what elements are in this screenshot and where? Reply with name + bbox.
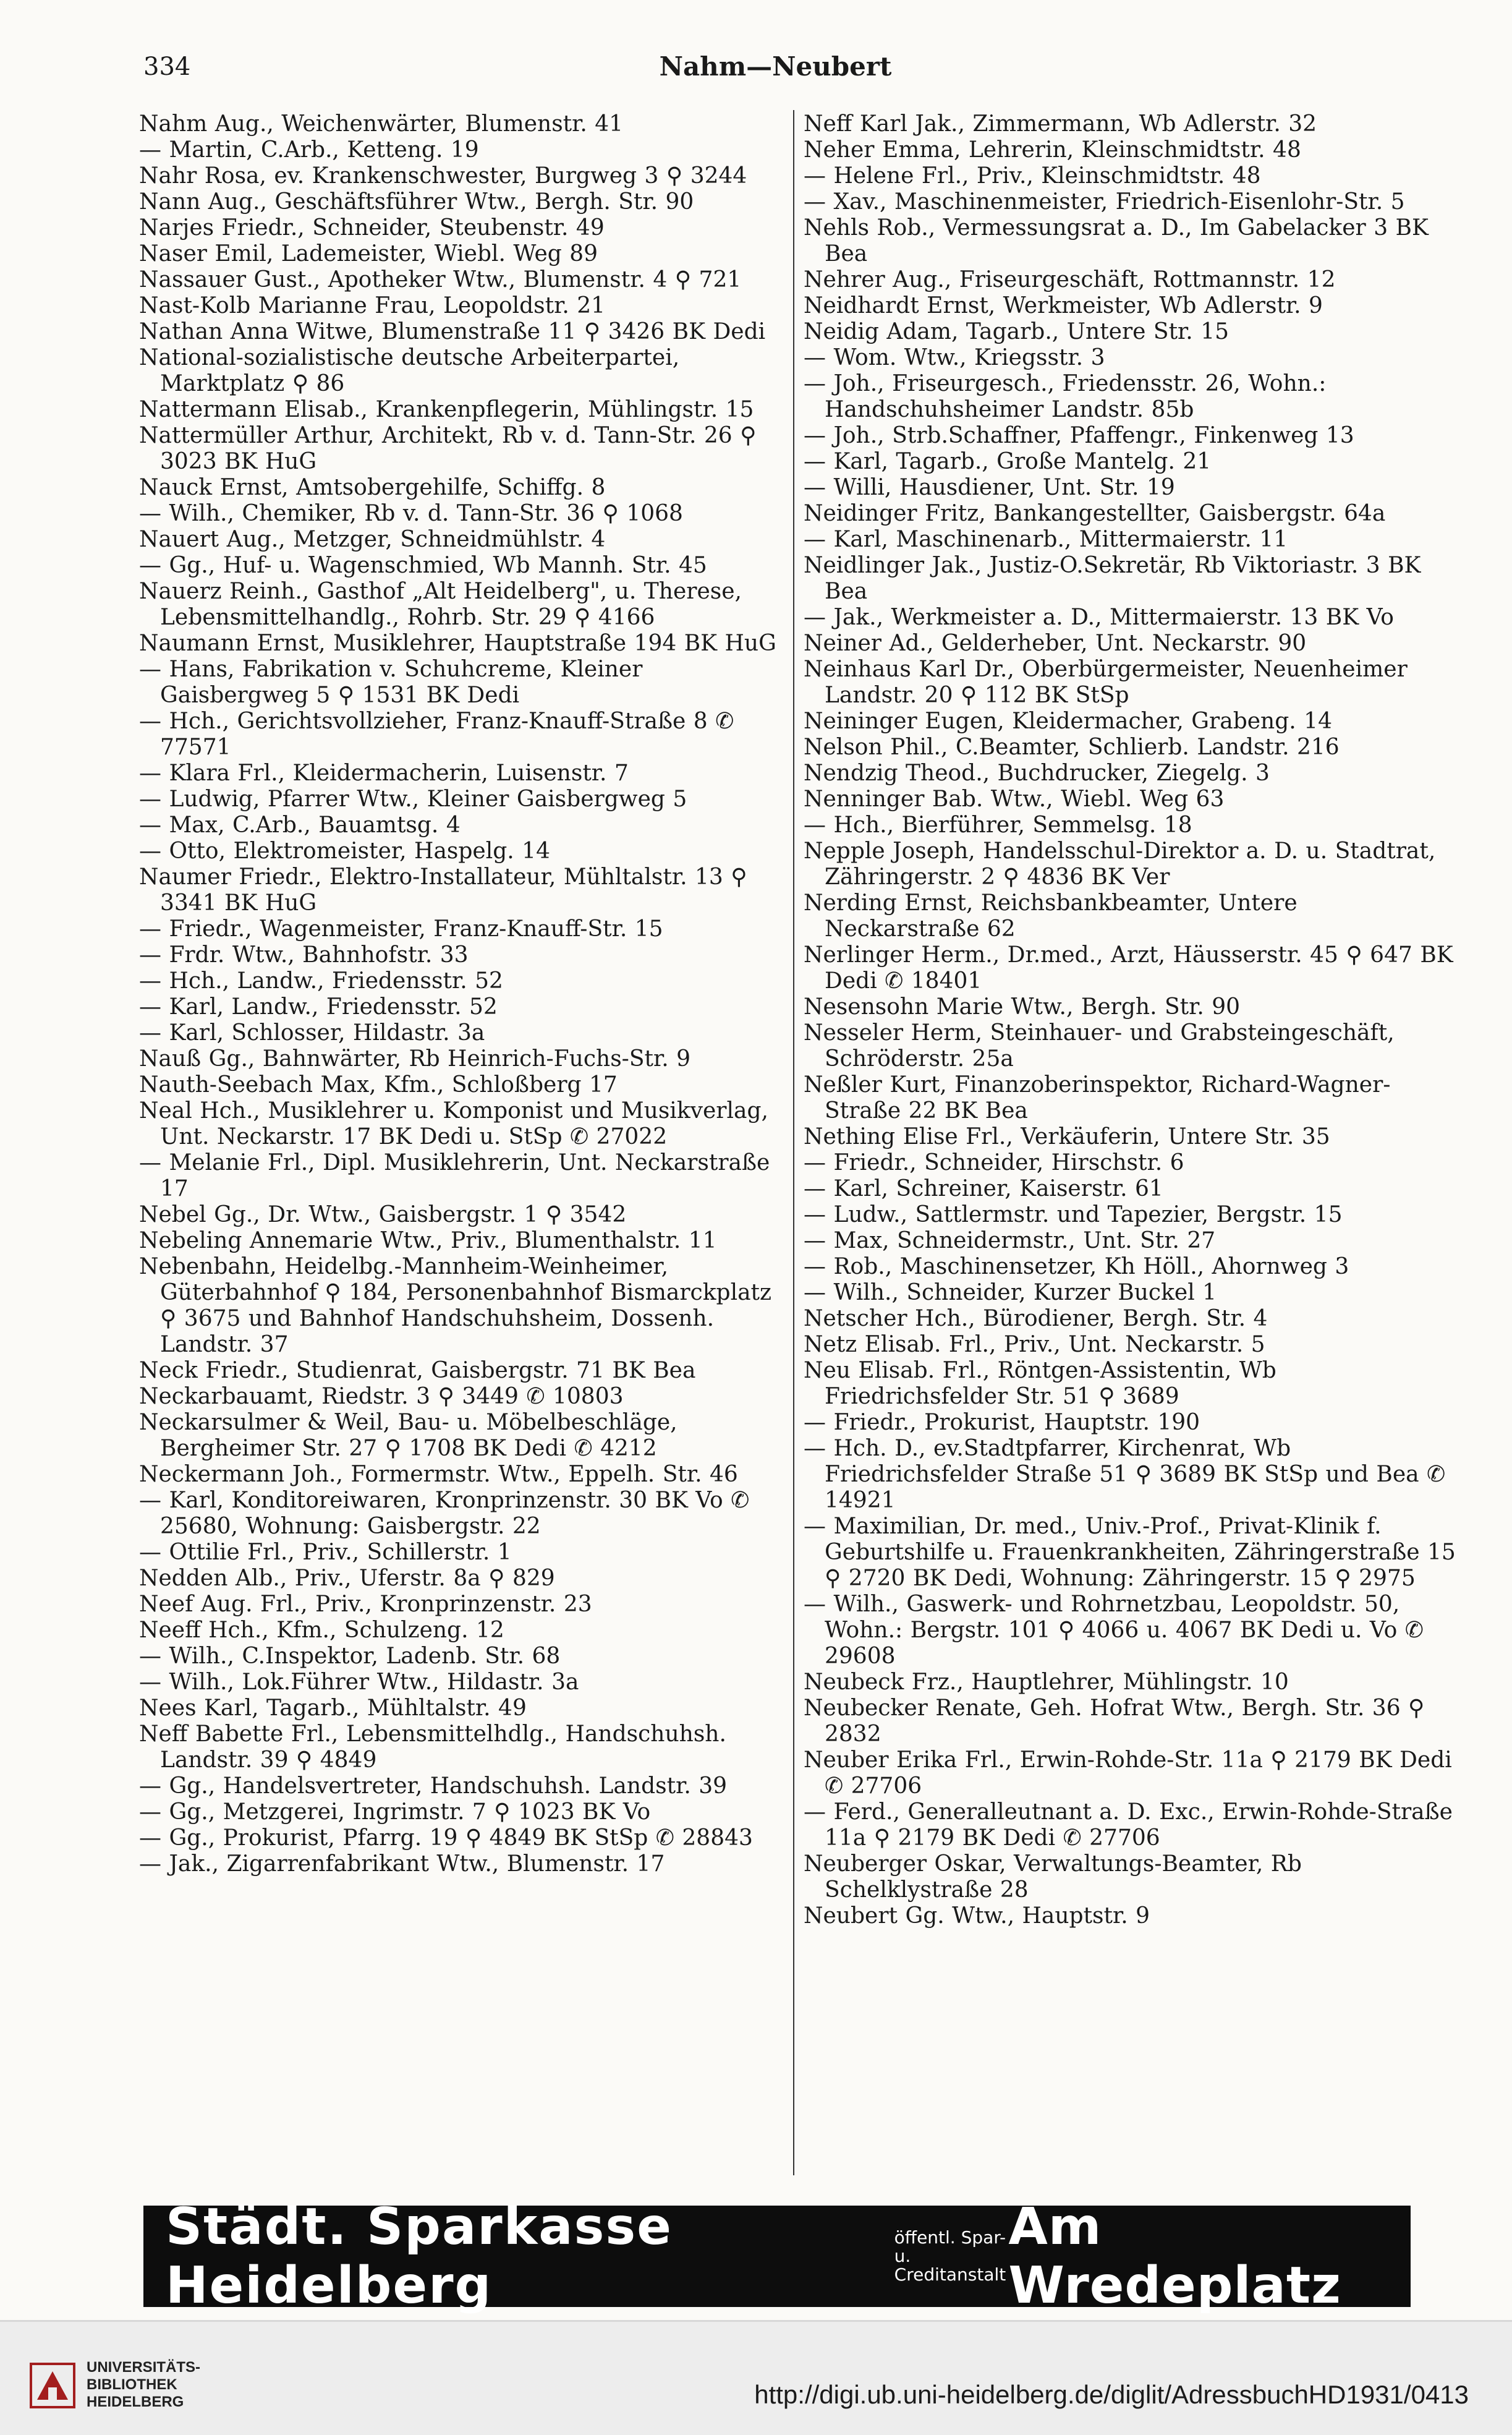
directory-entry: — Ferd., Generalleutnant a. D. Exc., Erwin-Rohde-Straße 11a ⚲ 2179 BK Dedi ✆ 27706 <box>804 1799 1453 1851</box>
directory-entry: — Ludw., Sattlermstr. und Tapezier, Bergstr. 15 <box>804 1202 1343 1227</box>
directory-entry: — Joh., Strb.Schaffner, Pfaffengr., Finkenweg 13 <box>804 423 1354 448</box>
directory-entry: — Klara Frl., Kleidermacherin, Luisenstr. 7 <box>139 761 629 786</box>
directory-entry: Nehrer Aug., Friseurgeschäft, Rottmannstr. 12 <box>804 267 1336 292</box>
directory-entry: — Rob., Maschinensetzer, Kh Höll., Ahornweg 3 <box>804 1254 1349 1279</box>
directory-entry: Nann Aug., Geschäftsführer Wtw., Bergh. Str. 90 <box>139 189 694 215</box>
library-name: UNIVERSITÄTS- BIBLIOTHEK HEIDELBERG <box>87 2359 201 2410</box>
directory-entry: — Wilh., C.Inspektor, Ladenb. Str. 68 <box>139 1644 561 1669</box>
directory-entry: Nendzig Theod., Buchdrucker, Ziegelg. 3 <box>804 761 1270 786</box>
directory-entry: Neubecker Renate, Geh. Hofrat Wtw., Bergh. Str. 36 ⚲ 2832 <box>804 1695 1425 1747</box>
directory-entry: — Maximilian, Dr. med., Univ.-Prof., Privat-Klinik f. Geburtshilfe u. Frauenkrankheiten, Zähringerstraße 15 ⚲ 2720 BK Dedi, Wohnung: Zähringerstr. 15 ⚲ 2975 <box>804 1514 1456 1591</box>
directory-entry: Nauck Ernst, Amtsobergehilfe, Schiffg. 8 <box>139 475 606 500</box>
directory-entry: — Wilh., Schneider, Kurzer Buckel 1 <box>804 1280 1217 1305</box>
directory-entry: — Karl, Schlosser, Hildastr. 3a <box>139 1020 485 1046</box>
directory-entry: — Hans, Fabrikation v. Schuhcreme, Kleiner Gaisbergweg 5 ⚲ 1531 BK Dedi <box>139 657 643 708</box>
library-logo-icon <box>30 2363 75 2408</box>
directory-entry: Neeff Hch., Kfm., Schulzeng. 12 <box>139 1618 504 1643</box>
directory-entry: Nattermüller Arthur, Architekt, Rb v. d. Tann-Str. 26 ⚲ 3023 BK HuG <box>139 423 757 474</box>
directory-entry: — Hch., Gerichtsvollzieher, Franz-Knauff-Straße 8 ✆ 77571 <box>139 709 734 760</box>
directory-entry: Neubeck Frz., Hauptlehrer, Mühlingstr. 10 <box>804 1670 1289 1695</box>
directory-entry: Nattermann Elisab., Krankenpflegerin, Mühlingstr. 15 <box>139 397 754 422</box>
directory-entry: Neff Karl Jak., Zimmermann, Wb Adlerstr. 32 <box>804 111 1317 137</box>
directory-entry: — Friedr., Wagenmeister, Franz-Knauff-Str. 15 <box>139 916 663 942</box>
directory-entry: Neuber Erika Frl., Erwin-Rohde-Str. 11a ⚲ 2179 BK Dedi ✆ 27706 <box>804 1747 1452 1799</box>
directory-entry: Nedden Alb., Priv., Uferstr. 8a ⚲ 829 <box>139 1566 555 1591</box>
directory-entry: — Karl, Schreiner, Kaiserstr. 61 <box>804 1176 1163 1201</box>
directory-entry: Nahm Aug., Weichenwärter, Blumenstr. 41 <box>139 111 624 137</box>
directory-entry: Neal Hch., Musiklehrer u. Komponist und Musikverlag, Unt. Neckarstr. 17 BK Dedi u. StSp ✆ 27022 <box>139 1098 768 1149</box>
column-divider <box>793 110 794 2175</box>
directory-entry: — Friedr., Prokurist, Hauptstr. 190 <box>804 1410 1200 1435</box>
directory-entry: — Karl, Maschinenarb., Mittermaierstr. 11 <box>804 527 1288 552</box>
directory-entry: — Karl, Konditoreiwaren, Kronprinzenstr. 30 BK Vo ✆ 25680, Wohnung: Gaisbergstr. 22 <box>139 1488 750 1539</box>
page-number: 334 <box>143 53 191 81</box>
directory-entry: — Karl, Tagarb., Große Mantelg. 21 <box>804 449 1212 474</box>
ad-location: Am Wredeplatz <box>1008 2198 1341 2315</box>
directory-entry: Neckarbauamt, Riedstr. 3 ⚲ 3449 ✆ 10803 <box>139 1384 624 1409</box>
directory-entry: Nerding Ernst, Reichsbankbeamter, Untere Neckarstraße 62 <box>804 890 1298 942</box>
directory-entry: Neubert Gg. Wtw., Hauptstr. 9 <box>804 1903 1150 1929</box>
directory-entry: Neef Aug. Frl., Priv., Kronprinzenstr. 23 <box>139 1592 592 1617</box>
directory-entry: — Gg., Huf- u. Wagenschmied, Wb Mannh. Str. 45 <box>139 553 707 578</box>
directory-entry: Narjes Friedr., Schneider, Steubenstr. 49 <box>139 215 605 241</box>
directory-entry: Nenninger Bab. Wtw., Wiebl. Weg 63 <box>804 787 1225 812</box>
directory-entry: — Jak., Zigarrenfabrikant Wtw., Blumenstr. 17 <box>139 1851 665 1877</box>
directory-entry: Nauß Gg., Bahnwärter, Rb Heinrich-Fuchs-Str. 9 <box>139 1046 691 1072</box>
directory-entry: Neiner Ad., Gelderheber, Unt. Neckarstr. 90 <box>804 631 1307 656</box>
directory-entry: Nassauer Gust., Apotheker Wtw., Blumenstr. 4 ⚲ 721 <box>139 267 742 292</box>
directory-entry: Nahr Rosa, ev. Krankenschwester, Burgweg 3 ⚲ 3244 <box>139 163 747 189</box>
directory-entry: Nebenbahn, Heidelbg.-Mannheim-Weinheimer, Güterbahnhof ⚲ 184, Personenbahnhof Bismarckplatz ⚲ 3675 und Bahnhof Handschuhsheim, Dossenh. Landstr. 37 <box>139 1254 771 1357</box>
directory-entry: Naumann Ernst, Musiklehrer, Hauptstraße 194 BK HuG <box>139 631 776 656</box>
directory-entry: Nebel Gg., Dr. Wtw., Gaisbergstr. 1 ⚲ 3542 <box>139 1202 627 1227</box>
directory-entry: — Max, Schneidermstr., Unt. Str. 27 <box>804 1228 1216 1253</box>
directory-entry: — Gg., Handelsvertreter, Handschuhsh. Landstr. 39 <box>139 1773 728 1799</box>
directory-entry: — Friedr., Schneider, Hirschstr. 6 <box>804 1150 1184 1175</box>
directory-entry: Nauerz Reinh., Gasthof „Alt Heidelberg", u. Therese, Lebensmittelhandlg., Rohrb. Str. 29 ⚲ 4166 <box>139 579 742 630</box>
directory-entry: — Karl, Landw., Friedensstr. 52 <box>139 994 498 1020</box>
directory-entry: — Wilh., Lok.Führer Wtw., Hildastr. 3a <box>139 1670 579 1695</box>
directory-entry: Nast-Kolb Marianne Frau, Leopoldstr. 21 <box>139 293 606 318</box>
running-head: Nahm—Neubert <box>659 51 892 82</box>
directory-entry: — Gg., Metzgerei, Ingrimstr. 7 ⚲ 1023 BK Vo <box>139 1799 651 1825</box>
directory-entry: Neher Emma, Lehrerin, Kleinschmidtstr. 48 <box>804 137 1301 163</box>
directory-entry: Naser Emil, Lademeister, Wiebl. Weg 89 <box>139 241 598 267</box>
directory-entry: Neidhardt Ernst, Werkmeister, Wb Adlerstr. 9 <box>804 293 1323 318</box>
left-column <box>139 111 794 1877</box>
directory-entry: — Joh., Friseurgesch., Friedensstr. 26, Wohn.: Handschuhsheimer Landstr. 85b <box>804 371 1327 422</box>
directory-entry: — Frdr. Wtw., Bahnhofstr. 33 <box>139 942 469 968</box>
directory-entry: Neidlinger Jak., Justiz-O.Sekretär, Rb Viktoriastr. 3 BK Bea <box>804 553 1421 604</box>
directory-entry: Neinhaus Karl Dr., Oberbürgermeister, Neuenheimer Landstr. 20 ⚲ 112 BK StSp <box>804 657 1408 708</box>
permalink-url[interactable]: http://digi.ub.uni-heidelberg.de/diglit/AdressbuchHD1931/0413 <box>754 2380 1469 2409</box>
directory-entry: — Hch., Bierführer, Semmelsg. 18 <box>804 812 1192 838</box>
directory-entry: Nething Elise Frl., Verkäuferin, Untere Str. 35 <box>804 1124 1330 1149</box>
directory-entry: — Ottilie Frl., Priv., Schillerstr. 1 <box>139 1540 512 1565</box>
directory-entry: — Willi, Hausdiener, Unt. Str. 19 <box>804 475 1175 500</box>
directory-entry: Nelson Phil., C.Beamter, Schlierb. Landstr. 216 <box>804 735 1340 760</box>
directory-entry: Naumer Friedr., Elektro-Installateur, Mühltalstr. 13 ⚲ 3341 BK HuG <box>139 864 747 916</box>
ad-tagline-bottom: Creditanstalt <box>894 2264 1006 2285</box>
directory-entry: — Hch., Landw., Friedensstr. 52 <box>139 968 503 994</box>
directory-entry: Nesseler Herm, Steinhauer- und Grabsteingeschäft, Schröderstr. 25a <box>804 1020 1395 1072</box>
directory-entry: Nauert Aug., Metzger, Schneidmühlstr. 4 <box>139 527 606 552</box>
right-column <box>804 111 1459 1929</box>
directory-entry: Nees Karl, Tagarb., Mühltalstr. 49 <box>139 1695 527 1721</box>
directory-entry: Neu Elisab. Frl., Röntgen-Assistentin, Wb Friedrichsfelder Str. 51 ⚲ 3689 <box>804 1358 1276 1409</box>
directory-entry: Neßler Kurt, Finanzoberinspektor, Richard-Wagner-Straße 22 BK Bea <box>804 1072 1391 1124</box>
directory-entry: Neidinger Fritz, Bankangestellter, Gaisbergstr. 64a <box>804 501 1386 526</box>
directory-entry: Nathan Anna Witwe, Blumenstraße 11 ⚲ 3426 BK Dedi <box>139 319 766 344</box>
ad-tagline-top: öffentl. Spar- u. <box>894 2227 1006 2266</box>
directory-entry: National-sozialistische deutsche Arbeiterpartei, Marktplatz ⚲ 86 <box>139 345 680 396</box>
directory-entry: Neff Babette Frl., Lebensmittelhdlg., Handschuhsh. Landstr. 39 ⚲ 4849 <box>139 1721 726 1773</box>
directory-entry: Neuberger Oskar, Verwaltungs-Beamter, Rb Schelklystraße 28 <box>804 1851 1302 1903</box>
sparkasse-advertisement <box>143 2198 1411 2315</box>
footer-bar <box>0 2320 1512 2435</box>
directory-entry: — Helene Frl., Priv., Kleinschmidtstr. 48 <box>804 163 1261 189</box>
directory-entry: Netz Elisab. Frl., Priv., Unt. Neckarstr. 5 <box>804 1332 1265 1357</box>
directory-entry: Neck Friedr., Studienrat, Gaisbergstr. 71 BK Bea <box>139 1358 696 1383</box>
directory-entry: Nepple Joseph, Handelsschul-Direktor a. D. u. Stadtrat, Zähringerstr. 2 ⚲ 4836 BK Ver <box>804 838 1436 890</box>
directory-entry: Nauth-Seebach Max, Kfm., Schloßberg 17 <box>139 1072 618 1098</box>
directory-entry: Neckarsulmer & Weil, Bau- u. Möbelbeschläge, Bergheimer Str. 27 ⚲ 1708 BK Dedi ✆ 4212 <box>139 1410 677 1461</box>
page-header <box>143 48 1408 92</box>
ad-bank-name: Städt. Sparkasse Heidelberg <box>166 2198 673 2315</box>
directory-entry: — Jak., Werkmeister a. D., Mittermaierstr. 13 BK Vo <box>804 605 1394 630</box>
directory-entry: Nesensohn Marie Wtw., Bergh. Str. 90 <box>804 994 1241 1020</box>
directory-entry: — Max, C.Arb., Bauamtsg. 4 <box>139 812 461 838</box>
directory-entry: — Ludwig, Pfarrer Wtw., Kleiner Gaisbergweg 5 <box>139 787 687 812</box>
directory-entry: Neidig Adam, Tagarb., Untere Str. 15 <box>804 319 1229 344</box>
directory-entry: — Xav., Maschinenmeister, Friedrich-Eisenlohr-Str. 5 <box>804 189 1405 215</box>
directory-entry: — Melanie Frl., Dipl. Musiklehrerin, Unt. Neckarstraße 17 <box>139 1150 770 1201</box>
directory-entry: — Wilh., Gaswerk- und Rohrnetzbau, Leopoldstr. 50, Wohn.: Bergstr. 101 ⚲ 4066 u. 4067 BK Dedi u. Vo ✆ 29608 <box>804 1592 1424 1669</box>
directory-entry: Nehls Rob., Vermessungsrat a. D., Im Gabelacker 3 BK Bea <box>804 215 1429 267</box>
directory-entry: Netscher Hch., Bürodiener, Bergh. Str. 4 <box>804 1306 1268 1331</box>
directory-entry: Neckermann Joh., Formermstr. Wtw., Eppelh. Str. 46 <box>139 1462 738 1487</box>
directory-entry: — Hch. D., ev.Stadtpfarrer, Kirchenrat, Wb Friedrichsfelder Straße 51 ⚲ 3689 BK StSp und Bea ✆ 14921 <box>804 1436 1446 1513</box>
directory-entry: — Wilh., Chemiker, Rb v. d. Tann-Str. 36 ⚲ 1068 <box>139 501 683 526</box>
directory-entry: Neininger Eugen, Kleidermacher, Grabeng. 14 <box>804 709 1332 734</box>
ad-tagline <box>894 2228 1009 2284</box>
directory-entry: — Martin, C.Arb., Ketteng. 19 <box>139 137 479 163</box>
directory-entry: Nebeling Annemarie Wtw., Priv., Blumenthalstr. 11 <box>139 1228 717 1253</box>
directory-entry: — Gg., Prokurist, Pfarrg. 19 ⚲ 4849 BK StSp ✆ 28843 <box>139 1825 753 1851</box>
directory-entry: Nerlinger Herm., Dr.med., Arzt, Häusserstr. 45 ⚲ 647 BK Dedi ✆ 18401 <box>804 942 1453 994</box>
directory-entry: — Wom. Wtw., Kriegsstr. 3 <box>804 345 1105 370</box>
directory-entry: — Otto, Elektromeister, Haspelg. 14 <box>139 838 550 864</box>
